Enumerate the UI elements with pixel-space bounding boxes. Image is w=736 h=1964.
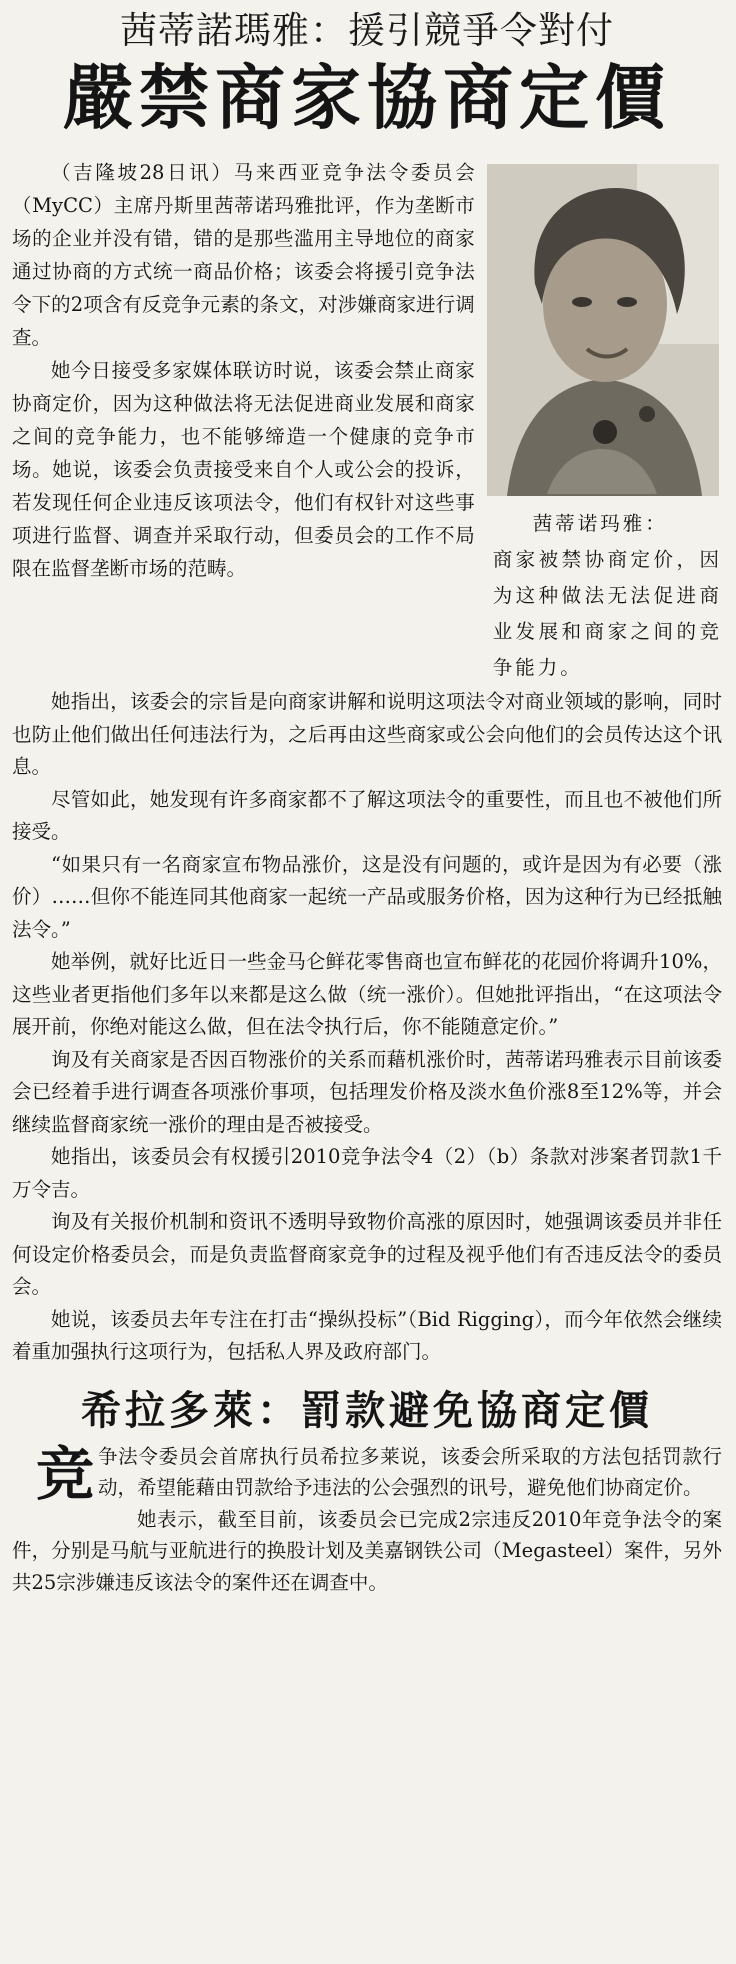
- newspaper-page: [0, 6, 736, 1964]
- body-paragraph-3: “如果只有一名商家宣布物品涨价，这是没有问题的，或许是因为有必要（涨价）……但你不能连同其他商家一起统一产品或服务价格，因为这种行为已经抵触法令。”: [12, 852, 722, 941]
- photo-caption: [487, 506, 722, 686]
- body-paragraph-5: 询及有关商家是否因百物涨价的关系而藉机涨价时，茜蒂诺玛雅表示目前该委会已经着手进行调查各项涨价事项，包括理发价格及淡水鱼价涨8至12%等，并会继续监督商家统一涨价的理由是否被接受。: [12, 1047, 722, 1136]
- caption-name: 茜蒂诺玛雅：: [532, 512, 668, 535]
- drop-cap: 竞: [36, 1439, 95, 1508]
- second-paragraph-2: 她表示，截至目前，该委员会已完成2宗违反2010年竞争法令的案件，分别是马航与亚航进行的换股计划及美嘉钢铁公司（Megasteel）案件，另外共25宗涉嫌违反该法令的案件还在调查中。: [12, 1507, 722, 1594]
- photo-column: [487, 156, 722, 686]
- caption-text: 商家被禁协商定价，因为这种做法无法促进商业发展和商家之间的竞争能力。: [492, 548, 722, 679]
- body-paragraph-1: 她指出，该委会的宗旨是向商家讲解和说明这项法令对商业领域的影响，同时也防止他们做出任何违法行为，之后再由这些商家或公会向他们的会员传达这个讯息。: [12, 690, 722, 778]
- body-paragraph-7: 询及有关报价机制和资讯不透明导致物价高涨的原因时，她强调该委员并非任何设定价格委员会，而是负责监督商家竞争的过程及视乎他们有否违反法令的委员会。: [12, 1210, 722, 1298]
- lead-section: [12, 156, 722, 686]
- body-paragraph-8: 她说，该委员去年专注在打击“操纵投标”（Bid Rigging），而今年依然会继续着重加强执行这项行为，包括私人界及政府部门。: [12, 1307, 722, 1363]
- article-headline: 嚴禁商家協商定價: [63, 57, 671, 139]
- lead-text-column: [12, 156, 475, 686]
- second-article-headline: 希拉多萊：罰款避免協商定價: [81, 1387, 653, 1434]
- portrait-illustration: [487, 164, 719, 496]
- second-article-body: [12, 1441, 722, 1599]
- portrait-photo: [487, 164, 719, 496]
- second-paragraph-1: [12, 1439, 722, 1508]
- lead-paragraph-2: 她今日接受多家媒体联访时说，该委会禁止商家协商定价，因为这种做法将无法促进商业发展和商家之间的竞争能力，也不能够缔造一个健康的竞争市场。她说，该委会负责接受来自个人或公会的投诉，若发现任何企业违反该项法令，他们有权针对这些事项进行监督、调查并采取行动，但委员会的工作不局限在监督垄断市场的范畴。: [12, 359, 475, 580]
- article-body: [12, 686, 722, 1369]
- lead-paragraph-1: （吉隆坡28日讯）马来西亚竞争法令委员会（MyCC）主席丹斯里茜蒂诺玛雅批评，作为垄断市场的企业并没有错，错的是那些滥用主导地位的商家通过协商的方式统一商品价格；该委会将援引竞争法令下的2项含有反竞争元素的条文，对涉嫌商家进行调查。: [12, 161, 475, 349]
- body-paragraph-2: 尽管如此，她发现有许多商家都不了解这项法令的重要性，而且也不被他们所接受。: [12, 787, 722, 843]
- body-paragraph-6: 她指出，该委员会有权援引2010竞争法令4（2）（b）条款对涉案者罚款1千万令吉。: [12, 1145, 722, 1201]
- body-paragraph-4: 她举例，就好比近日一些金马仑鲜花零售商也宣布鲜花的花园价将调升10%，这些业者更指他们多年以来都是这么做（统一涨价）。但她批评指出，“在这项法令展开前，你绝对能这么做，但在法令执行后，你不能随意定价。”: [12, 950, 722, 1038]
- article-kicker: 茜蒂諾瑪雅：援引競爭令對付: [120, 9, 614, 52]
- second-paragraph-1-text: 争法令委员会首席执行员希拉多莱说，该委会所采取的方法包括罚款行动，希望能藉由罚款给予违法的公会强烈的讯号，避免他们协商定价。: [98, 1444, 722, 1499]
